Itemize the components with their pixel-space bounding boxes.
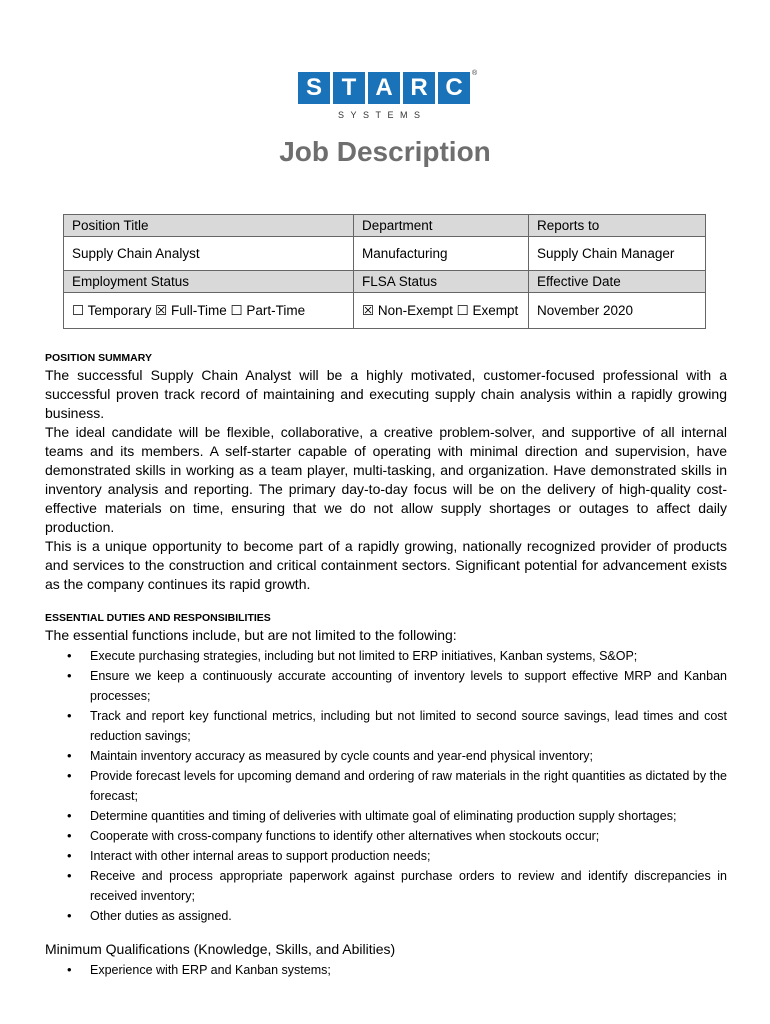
list-item: • Cooperate with cross-company functions to identify other alternatives when stockouts occur; <box>45 826 727 846</box>
document-title: Job Description <box>279 136 491 167</box>
list-item: • Execute purchasing strategies, including but not limited to ERP initiatives, Kanban systems, S&OP; <box>45 646 727 666</box>
essential-duties-heading: ESSENTIAL DUTIES AND RESPONSIBILITIES <box>45 612 271 624</box>
employment-status-header: Employment Status <box>64 271 354 293</box>
flsa-status-header: FLSA Status <box>354 271 529 293</box>
logo-letter: A <box>368 72 400 104</box>
logo-letter: T <box>333 72 365 104</box>
position-title-header: Position Title <box>64 215 354 237</box>
company-logo <box>298 72 488 126</box>
qualifications-list <box>45 960 727 980</box>
table-header-row <box>64 271 706 293</box>
list-item: • Maintain inventory accuracy as measured by cycle counts and year-end physical inventory; <box>45 746 727 766</box>
position-title-value: Supply Chain Analyst <box>64 237 354 271</box>
reports-to-header: Reports to <box>529 215 706 237</box>
duties-intro: The essential functions include, but are not limited to the following: <box>45 627 457 643</box>
effective-date-value: November 2020 <box>529 293 706 329</box>
list-item: • Ensure we keep a continuously accurate accounting of inventory levels to support effective MRP and Kanban processes; <box>45 666 727 706</box>
job-info-table <box>63 214 706 329</box>
flsa-status-value: ☒ Non-Exempt ☐ Exempt <box>354 293 529 329</box>
employment-status-value: ☐ Temporary ☒ Full-Time ☐ Part-Time <box>64 293 354 329</box>
summary-paragraph: This is a unique opportunity to become part of a rapidly growing, nationally recognized provider of products and services to the construction and critical containment sectors. Significant potential for advancement exists as the company continues its rapid growth. <box>45 538 727 592</box>
list-item: • Provide forecast levels for upcoming demand and ordering of raw materials in the right quantities as dictated by the forecast; <box>45 766 727 806</box>
department-value: Manufacturing <box>354 237 529 271</box>
list-item: • Interact with other internal areas to support production needs; <box>45 846 727 866</box>
position-summary-heading: POSITION SUMMARY <box>45 352 152 364</box>
logo-letter: S <box>298 72 330 104</box>
list-item: • Experience with ERP and Kanban systems; <box>45 960 727 980</box>
list-item: • Determine quantities and timing of deliveries with ultimate goal of eliminating production supply shortages; <box>45 806 727 826</box>
reports-to-value: Supply Chain Manager <box>529 237 706 271</box>
table-header-row <box>64 215 706 237</box>
effective-date-header: Effective Date <box>529 271 706 293</box>
list-item: • Other duties as assigned. <box>45 906 727 926</box>
department-header: Department <box>354 215 529 237</box>
table-row <box>64 237 706 271</box>
logo-letter: C <box>438 72 470 104</box>
table-row <box>64 293 706 329</box>
summary-paragraph: The successful Supply Chain Analyst will be a highly motivated, customer-focused professional with a successful proven track record of maintaining and executing supply chain analysis within a rapidly growing business. <box>45 367 727 421</box>
logo-letter: R <box>403 72 435 104</box>
list-item: • Track and report key functional metrics, including but not limited to second source savings, lead times and cost reduction savings; <box>45 706 727 746</box>
list-item: • Receive and process appropriate paperwork against purchase orders to review and identify discrepancies in received inventory; <box>45 866 727 906</box>
minimum-qualifications-heading: Minimum Qualifications (Knowledge, Skills, and Abilities) <box>45 941 396 957</box>
document-body <box>45 352 727 980</box>
summary-paragraph: The ideal candidate will be flexible, collaborative, a creative problem-solver, and supportive of all internal teams and its members. A self-starter capable of operating with minimal direction and supervision, have demonstrated skills in working as a team player, multi-tasking, and organization. Have demonstrated skills in inventory analysis and reporting. The primary day-to-day focus will be on the delivery of high-quality cost-effective materials on time, ensuring that we do not allow supply shortages or outages to affect daily production. <box>45 424 727 535</box>
duties-list <box>45 646 727 926</box>
logo-tiles <box>298 72 488 104</box>
logo-subtitle: SYSTEMS <box>338 110 427 120</box>
registered-mark: ® <box>472 70 478 77</box>
